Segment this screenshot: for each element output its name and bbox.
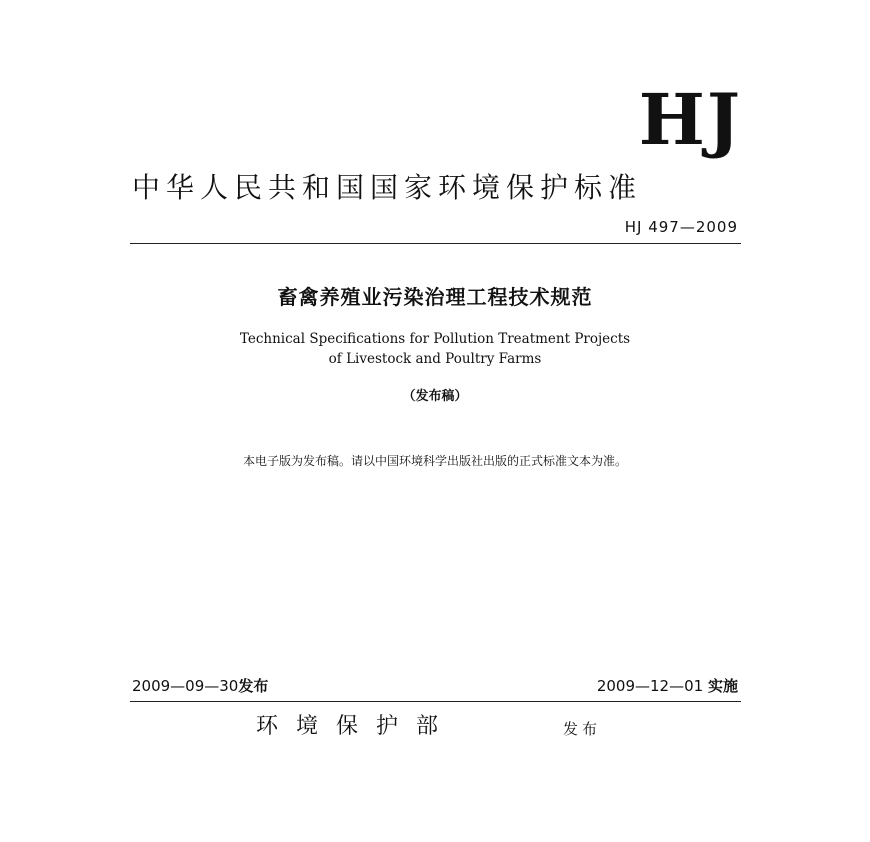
issue-label: 发布 xyxy=(238,677,269,695)
issuer-name: 环境保护部 xyxy=(256,714,457,739)
chinese-title: 畜禽养殖业污染治理工程技术规范 xyxy=(277,285,593,309)
issue-date: 2009—09—30 xyxy=(132,677,239,695)
issue-date-block xyxy=(132,675,268,697)
standard-category-title: 中华人民共和国国家环境保护标准 xyxy=(132,171,643,204)
implement-label: 实施 xyxy=(707,677,738,695)
draft-label: （发布稿） xyxy=(402,389,468,404)
notice-text: 本电子版为发布稿。请以中国环境科学出版社出版的正式标准文本为准。 xyxy=(242,454,627,468)
implement-date-block xyxy=(597,675,738,697)
standard-number: HJ 497—2009 xyxy=(624,218,738,236)
top-divider xyxy=(130,243,741,244)
implement-date: 2009—12—01 xyxy=(596,677,704,695)
issuer-suffix: 发布 xyxy=(563,720,602,738)
english-title-line-1: Technical Specifications for Pollution Treatment Projects xyxy=(239,331,631,347)
bottom-divider xyxy=(130,701,741,702)
english-title-line-2: of Livestock and Poultry Farms xyxy=(328,351,542,367)
hj-logo: HJ xyxy=(638,78,742,161)
